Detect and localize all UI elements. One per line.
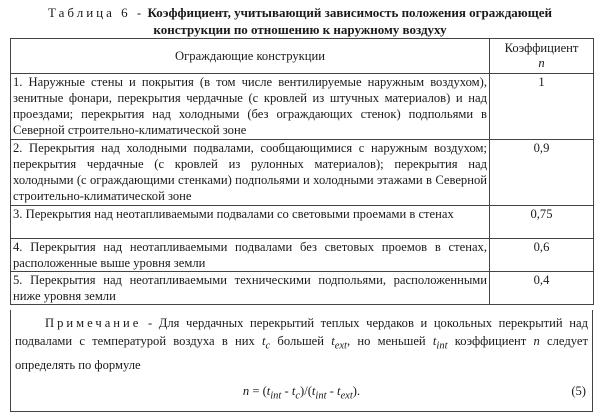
- row-2-text: 2. Перекрытия над холодными подвалами, сообщающимися с наружным воздухом; перекрытия чердачные (с кровлей из рулонных материалов); перекрытия над холодными (с ограждающими стенками) подпольями и холодными этажами в Северной строительно-климатической зоне: [11, 140, 490, 206]
- row-3-value: 0,75: [490, 206, 594, 239]
- note-paragraph: Примечание - Для чердачных перекрытий теплых чердаков и цокольных перекрытий над подвалами с температурой воздуха в них $t_c$ большей $t_{ext}$, но меньшей $t_{int}$ коэффициент n следует определять по формуле: [15, 316, 588, 372]
- table-caption: [10, 4, 590, 38]
- table-row: [11, 239, 594, 272]
- row-3-text: 3. Перекрытия над неотапливаемыми подвалами со световыми проемами в стенах: [11, 206, 490, 239]
- table-header-row: [11, 39, 594, 74]
- formula: $n = (t_{int} - t_c)/(t_{int} - t_{ext})$.: [242, 384, 361, 402]
- row-4-value: 0,6: [490, 239, 594, 272]
- caption-title: Коэффициент, учитывающий зависимость положения ограждающей конструкции по отношению к наружному воздуху: [147, 5, 552, 37]
- row-5-text: 5. Перекрытия над неотапливаемыми техническими подпольями, расположенными ниже уровня земли: [11, 272, 490, 305]
- header-constructions: Ограждающие конструкции: [11, 39, 490, 74]
- row-2-value: 0,9: [490, 140, 594, 206]
- row-1-text: 1. Наружные стены и покрытия (в том числе вентилируемые наружным воздухом), зенитные фонари, перекрытия чердачные (с кровлей из штучных материалов) и над проездами; перекрытия над холодными (без ограждающих стенок) подпольями в Северной строительно-климатической зоне: [11, 74, 490, 140]
- table-row: [11, 206, 594, 239]
- caption-label: Таблица 6 -: [48, 5, 145, 20]
- row-5-value: 0,4: [490, 272, 594, 305]
- row-1-value: 1: [490, 74, 594, 140]
- coefficient-table: [10, 38, 594, 305]
- equation-number: (5): [571, 384, 586, 398]
- table-row: [11, 140, 594, 206]
- note-label: Примечание: [45, 316, 142, 330]
- row-4-text: 4. Перекрытия над неотапливаемыми подвалами без световых проемов в стенах, расположенные выше уровня земли: [11, 239, 490, 272]
- header-coefficient-symbol: n: [538, 56, 545, 70]
- table-row: [11, 74, 594, 140]
- table-row: [11, 272, 594, 305]
- header-coefficient: [490, 39, 594, 74]
- header-coefficient-label: Коэффициент: [504, 41, 579, 55]
- table-note: [10, 310, 593, 412]
